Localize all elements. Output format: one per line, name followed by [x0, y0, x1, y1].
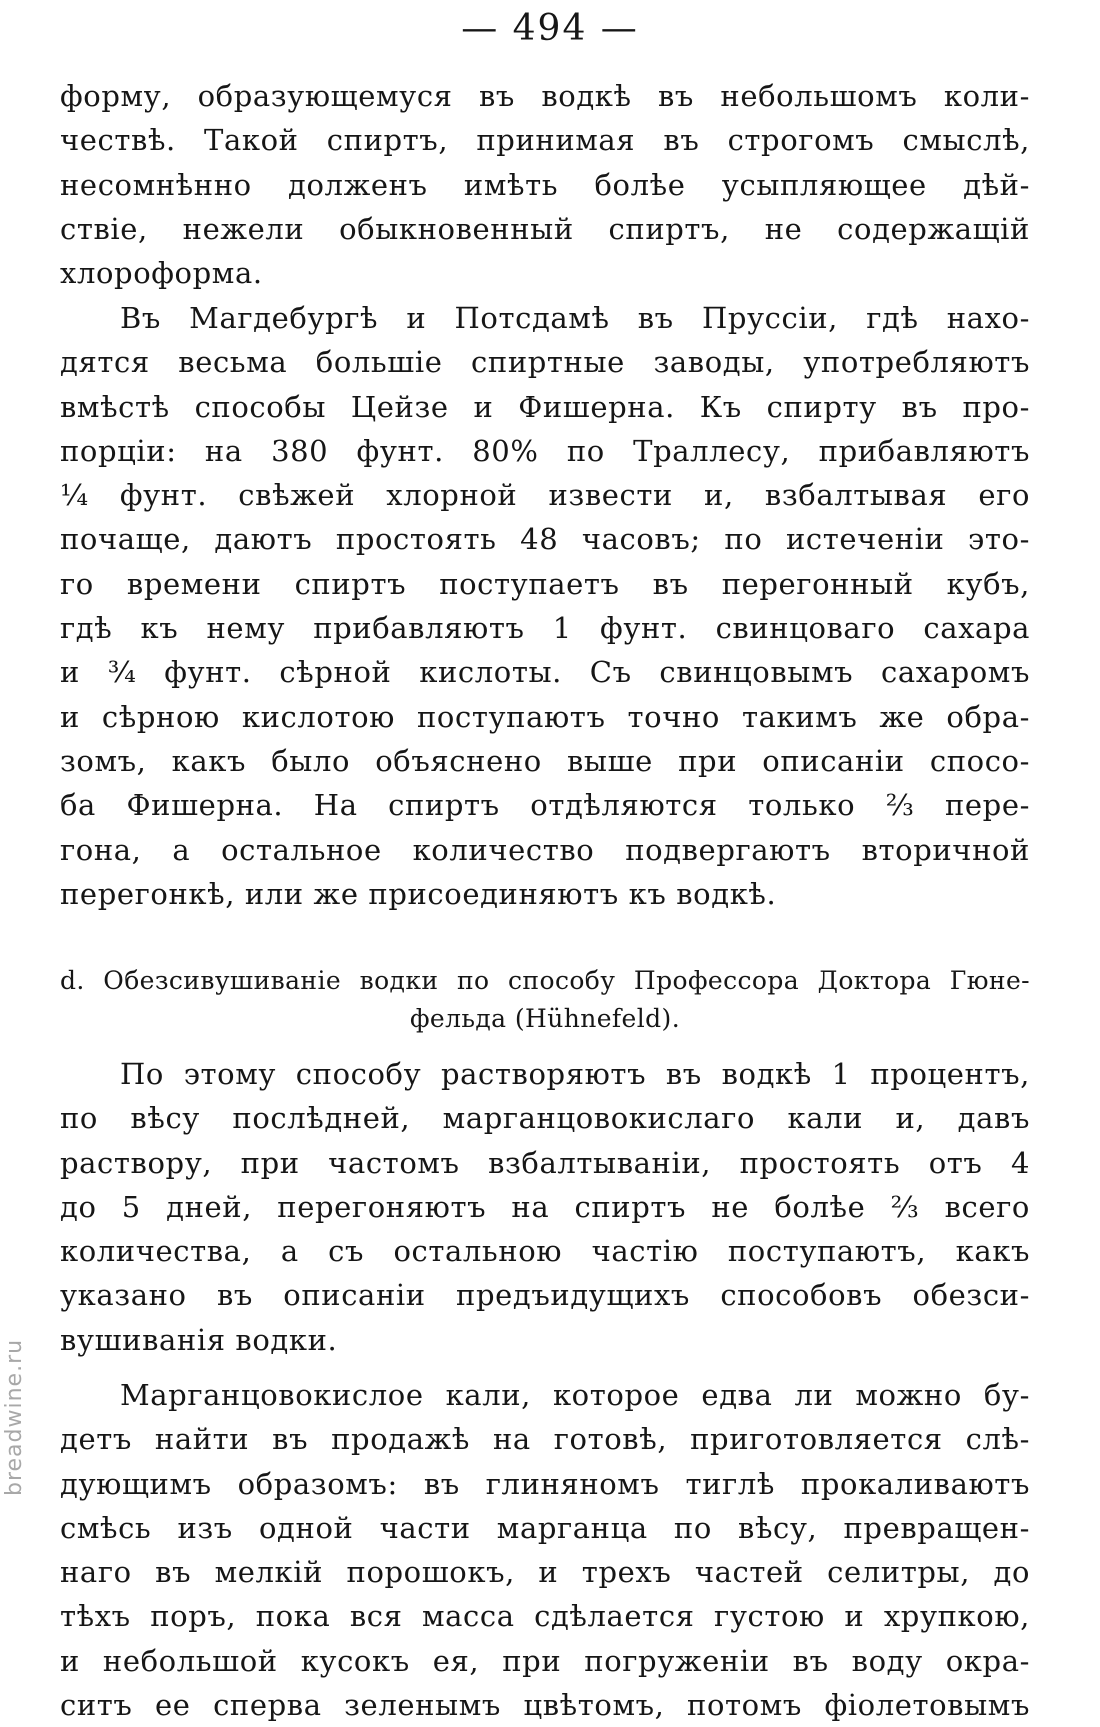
text-line: по вѣсу послѣдней, марганцовокислаго кали и, давъ — [60, 1101, 1030, 1136]
text-line: зомъ, какъ было объяснено выше при описаніи спосо- — [60, 743, 1030, 778]
paragraph-3 — [60, 1052, 1030, 1362]
paragraph-1 — [60, 74, 1030, 295]
text-line: почаще, даютъ простоять 48 часовъ; по истеченіи это- — [60, 522, 1030, 557]
text-line: несомнѣнно долженъ имѣть болѣе усыпляющее дѣй- — [60, 167, 1030, 202]
paragraph-4 — [60, 1373, 1030, 1727]
text-line: количества, а съ остальною частію поступаютъ, какъ — [60, 1234, 1030, 1269]
text-line: Въ Магдебургѣ и Потсдамѣ въ Пруссіи, гдѣ нахо- — [120, 301, 1030, 335]
text-line: чествѣ. Такой спиртъ, принимая въ строгомъ смыслѣ, — [60, 123, 1030, 158]
text-line: По этому способу растворяютъ въ водкѣ 1 процентъ, — [120, 1057, 1030, 1091]
text-line: тѣхъ поръ, пока вся масса сдѣлается густою и хрупкою, — [60, 1599, 1030, 1634]
text-line: и сѣрною кислотою поступаютъ точно такимъ же обра- — [60, 699, 1030, 734]
section-heading — [60, 962, 1030, 1038]
text-line: го времени спиртъ поступаетъ въ перегонный кубъ, — [60, 566, 1030, 601]
text-line: ¼ фунт. свѣжей хлорной извести и, взбалтывая его — [60, 478, 1030, 513]
text-line: смѣсь изъ одной части марганца по вѣсу, превращен- — [60, 1510, 1030, 1545]
page-number: — 494 — — [461, 8, 639, 49]
text-line: и ¾ фунт. сѣрной кислоты. Съ свинцовымъ сахаромъ — [60, 655, 1030, 690]
text-line: Марганцовокислое кали, которое едва ли можно бу- — [120, 1378, 1030, 1412]
text-line: ствіе, нежели обыкновенный спиртъ, не содержащій — [60, 211, 1030, 246]
text-line: ба Фишерна. На спиртъ отдѣляются только ⅔ пере- — [60, 788, 1030, 823]
text-line: дятся весьма большіе спиртные заводы, употребляютъ — [60, 345, 1030, 380]
text-line: и небольшой кусокъ ея, при погруженіи въ воду окра- — [60, 1643, 1030, 1678]
heading-line: d. Обезсивушиваніе водки по способу Профессора Доктора Гюне- — [60, 966, 1030, 995]
site-watermark: breadwine.ru — [2, 1338, 27, 1496]
text-line: наго въ мелкій порошокъ, и трехъ частей селитры, до — [60, 1555, 1030, 1590]
text-line: ситъ ее сперва зеленымъ цвѣтомъ, потомъ фіолетовымъ — [60, 1688, 1030, 1723]
text-line: гона, а остальное количество подвергаютъ вторичной — [60, 832, 1030, 867]
text-line: форму, образующемуся въ водкѣ въ небольшомъ коли- — [60, 79, 1030, 113]
heading-line: фельда (Hühnefeld). — [409, 1004, 681, 1033]
text-line: хлороформа. — [60, 256, 263, 291]
text-line: гдѣ къ нему прибавляютъ 1 фунт. свинцоваго сахара — [60, 611, 1030, 646]
text-line: порціи: на 380 фунт. 80% по Траллесу, прибавляютъ — [60, 433, 1030, 468]
text-line: указано въ описаніи предъидущихъ способовъ обезси- — [60, 1278, 1030, 1313]
text-line: раствору, при частомъ взбалтываніи, простоять отъ 4 — [60, 1145, 1030, 1180]
text-line: перегонкѣ, или же присоединяютъ къ водкѣ. — [60, 876, 777, 911]
paragraph-2 — [60, 296, 1030, 916]
text-line: вмѣстѣ способы Цейзе и Фишерна. Къ спирту въ про- — [60, 389, 1030, 424]
text-line: дующимъ образомъ: въ глиняномъ тиглѣ прокаливаютъ — [60, 1466, 1030, 1501]
text-line: вушиванія водки. — [60, 1322, 338, 1357]
text-line: детъ найти въ продажѣ на готовѣ, приготовляется слѣ- — [60, 1422, 1030, 1457]
text-line: до 5 дней, перегоняютъ на спиртъ не болѣе ⅔ всего — [60, 1189, 1030, 1224]
